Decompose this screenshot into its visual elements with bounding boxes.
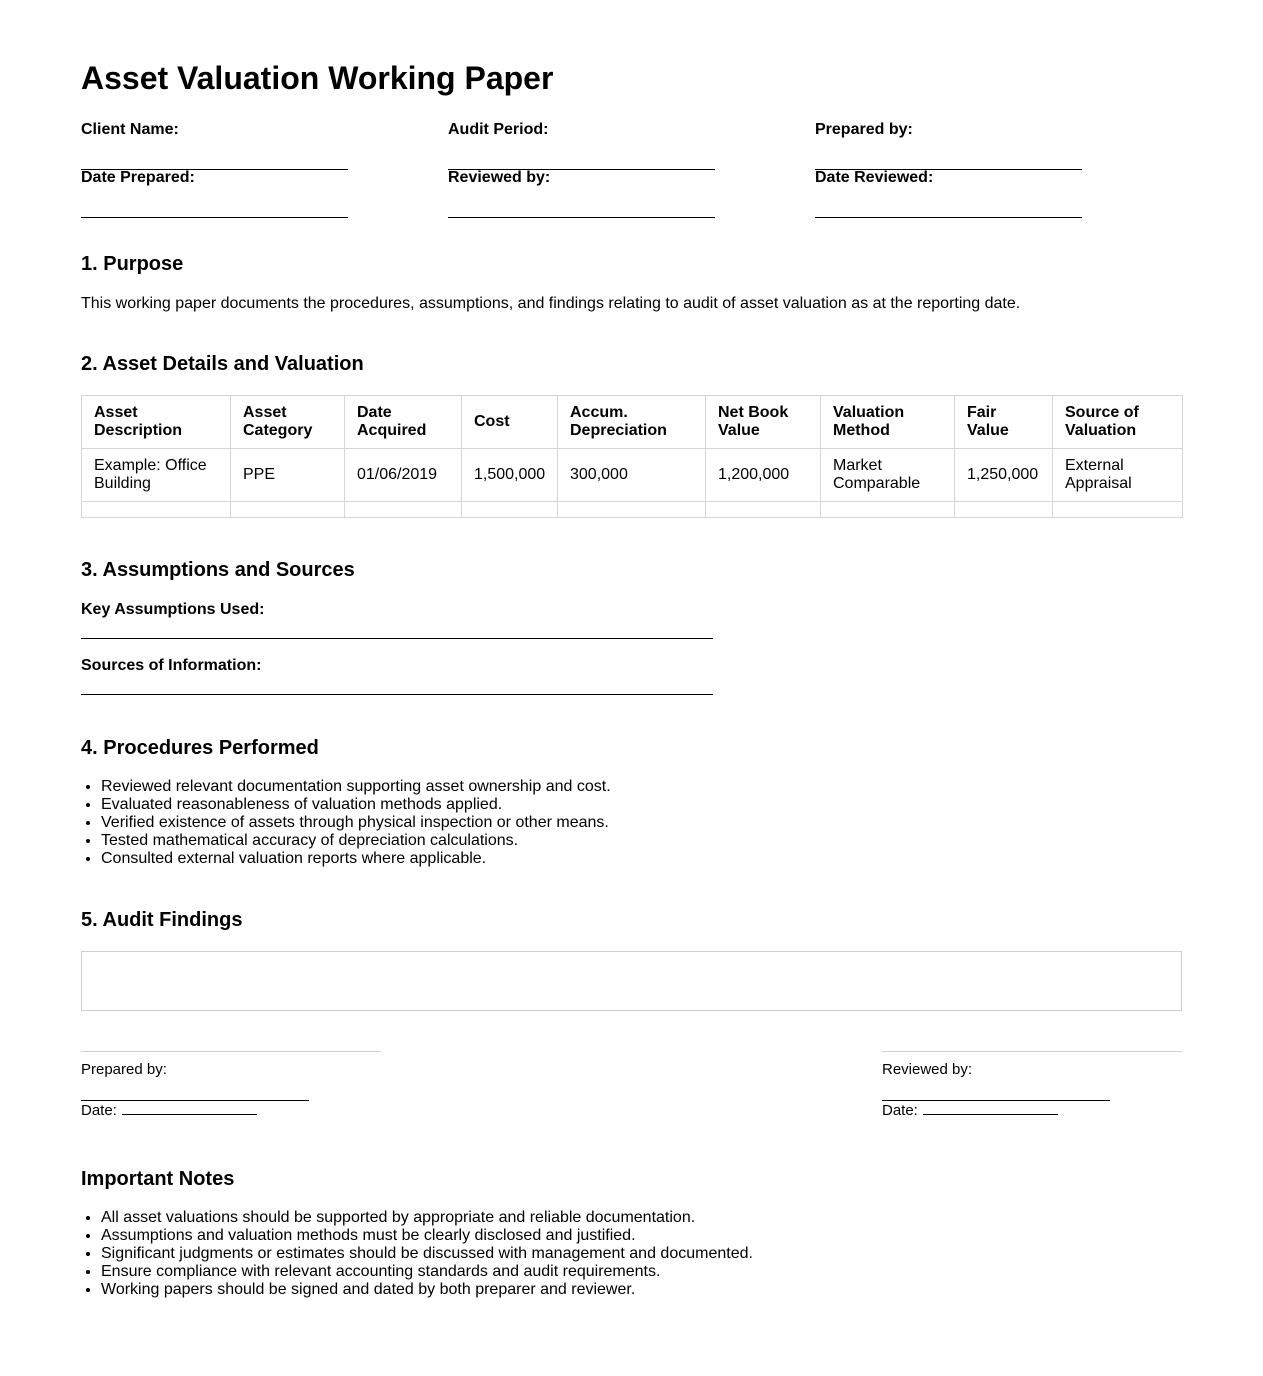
empty-cell[interactable] xyxy=(955,502,1053,518)
list-item: • Tested mathematical accuracy of depreciation calculations. xyxy=(101,832,611,850)
empty-table-row xyxy=(82,502,1183,518)
procedures-list xyxy=(81,778,611,868)
audit-period-line[interactable] xyxy=(448,151,715,170)
audit-period-label: Audit Period: xyxy=(448,121,549,138)
client-name-label: Client Name: xyxy=(81,121,179,138)
page-title: Asset Valuation Working Paper xyxy=(81,60,554,96)
column-header: Accum. Depreciation xyxy=(558,396,706,449)
prepared-date-row xyxy=(81,1102,381,1120)
column-header: Asset Description xyxy=(82,396,231,449)
signature-divider xyxy=(882,1051,1182,1052)
notes-list xyxy=(81,1209,753,1299)
asset-table xyxy=(81,395,1183,518)
column-header: Asset Category xyxy=(231,396,345,449)
date-prepared-field[interactable] xyxy=(81,169,348,218)
prepared-by-signature-label: Prepared by: xyxy=(81,1061,167,1078)
column-header: Source of Valuation xyxy=(1053,396,1183,449)
table-cell[interactable]: 300,000 xyxy=(558,449,706,502)
table-cell[interactable]: 1,250,000 xyxy=(955,449,1053,502)
empty-cell[interactable] xyxy=(345,502,462,518)
table-row xyxy=(82,449,1183,502)
date-prepared-label: Date Prepared: xyxy=(81,169,195,186)
reviewed-by-line[interactable] xyxy=(448,199,715,218)
table-cell[interactable]: 01/06/2019 xyxy=(345,449,462,502)
empty-cell[interactable] xyxy=(558,502,706,518)
reviewed-date-row xyxy=(882,1102,1182,1120)
date-reviewed-label: Date Reviewed: xyxy=(815,169,934,186)
empty-cell[interactable] xyxy=(1053,502,1183,518)
reviewed-by-field[interactable] xyxy=(448,169,715,218)
list-item: • Reviewed relevant documentation supporting asset ownership and cost. xyxy=(101,778,611,796)
asset-details-heading: 2. Asset Details and Valuation xyxy=(81,353,364,375)
audit-period-field[interactable] xyxy=(448,121,715,170)
purpose-heading: 1. Purpose xyxy=(81,253,184,275)
empty-cell[interactable] xyxy=(462,502,558,518)
empty-cell[interactable] xyxy=(82,502,231,518)
client-name-line[interactable] xyxy=(81,151,348,170)
list-item: • Significant judgments or estimates should be discussed with management and documented. xyxy=(101,1245,753,1263)
column-header: Cost xyxy=(462,396,558,449)
table-cell[interactable]: Example: Office Building xyxy=(82,449,231,502)
key-assumptions-label: Key Assumptions Used: xyxy=(81,601,265,618)
findings-heading: 5. Audit Findings xyxy=(81,909,243,931)
prepared-by-line[interactable] xyxy=(815,151,1082,170)
findings-box[interactable] xyxy=(81,951,1182,1011)
date-reviewed-field[interactable] xyxy=(815,169,1082,218)
key-assumptions-line[interactable] xyxy=(81,620,713,639)
signature-divider xyxy=(81,1051,381,1052)
list-item: • Assumptions and valuation methods must be clearly disclosed and justified. xyxy=(101,1227,753,1245)
column-header: Fair Value xyxy=(955,396,1053,449)
date-label: Date: xyxy=(882,1102,918,1119)
list-item: • All asset valuations should be supported by appropriate and reliable documentation. xyxy=(101,1209,753,1227)
client-name-field[interactable] xyxy=(81,121,348,170)
list-item: • Evaluated reasonableness of valuation methods applied. xyxy=(101,796,611,814)
list-item: • Consulted external valuation reports where applicable. xyxy=(101,850,611,868)
prepared-signature-block xyxy=(81,1051,381,1120)
list-item: • Ensure compliance with relevant accounting standards and audit requirements. xyxy=(101,1263,753,1281)
reviewed-by-label: Reviewed by: xyxy=(448,169,551,186)
list-item: • Working papers should be signed and dated by both preparer and reviewer. xyxy=(101,1281,753,1299)
prepared-by-field[interactable] xyxy=(815,121,1082,170)
table-cell[interactable]: External Appraisal xyxy=(1053,449,1183,502)
date-label: Date: xyxy=(81,1102,117,1119)
assumptions-heading: 3. Assumptions and Sources xyxy=(81,559,355,581)
empty-cell[interactable] xyxy=(821,502,955,518)
asset-table-header-row xyxy=(82,396,1183,449)
table-cell[interactable]: PPE xyxy=(231,449,345,502)
column-header: Net Book Value xyxy=(706,396,821,449)
date-prepared-line[interactable] xyxy=(81,199,348,218)
empty-cell[interactable] xyxy=(706,502,821,518)
column-header: Date Acquired xyxy=(345,396,462,449)
empty-cell[interactable] xyxy=(231,502,345,518)
reviewed-date-line[interactable] xyxy=(923,1102,1058,1115)
purpose-text: This working paper documents the procedures, assumptions, and findings relating to audit of asset valuation as at the reporting date. xyxy=(81,295,1021,312)
list-item: • Verified existence of assets through physical inspection or other means. xyxy=(101,814,611,832)
prepared-by-label: Prepared by: xyxy=(815,121,913,138)
table-cell[interactable]: Market Comparable xyxy=(821,449,955,502)
table-cell[interactable]: 1,500,000 xyxy=(462,449,558,502)
prepared-signature-line[interactable] xyxy=(81,1100,309,1101)
notes-heading: Important Notes xyxy=(81,1168,235,1190)
prepared-date-line[interactable] xyxy=(122,1102,257,1115)
sources-label: Sources of Information: xyxy=(81,657,262,674)
reviewed-signature-line[interactable] xyxy=(882,1100,1110,1101)
column-header: Valuation Method xyxy=(821,396,955,449)
procedures-heading: 4. Procedures Performed xyxy=(81,737,319,759)
reviewed-signature-block xyxy=(882,1051,1182,1120)
reviewed-by-signature-label: Reviewed by: xyxy=(882,1061,973,1078)
date-reviewed-line[interactable] xyxy=(815,199,1082,218)
table-cell[interactable]: 1,200,000 xyxy=(706,449,821,502)
sources-line[interactable] xyxy=(81,676,713,695)
